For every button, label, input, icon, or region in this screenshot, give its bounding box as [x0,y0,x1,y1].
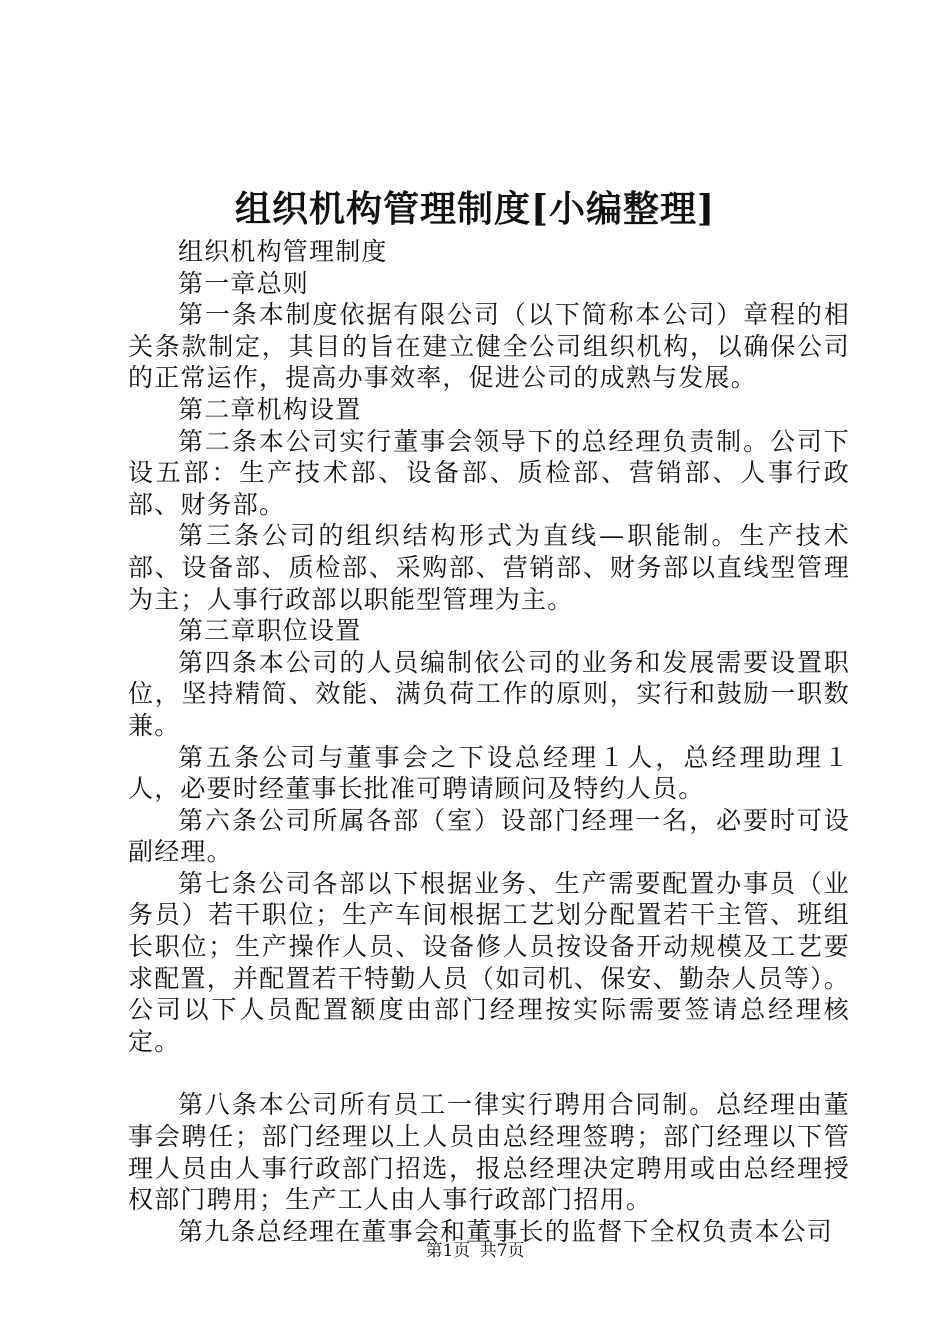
page-number: 第1页 [425,1241,471,1261]
paragraph-heading: 组织机构管理制度 [178,237,388,266]
chapter-heading-2: 第二章机构设置 [178,394,362,424]
chapter-heading-3: 第三章职位设置 [178,616,362,646]
page-total: 共7页 [479,1241,525,1261]
article-1: 第一条本制度依据有限公司（以下简称本公司）章程的相关条款制定，其目的旨在建立健全公司组织机构，以确保公司的正常运作，提高办事效率，促进公司的成熟与发展。 [128,300,850,393]
article-8: 第八条本公司所有员工一律实行聘用合同制。总经理由董事会聘任；部门经理以上人员由总经理签聘；部门经理以下管理人员由人事行政部门招选，报总经理决定聘用或由总经理授权部门聘用；生产工人由人事行政部门招用。 [128,1090,850,1215]
document-title: 组织机构管理制度[小编整理] [234,188,716,230]
article-2: 第二条本公司实行董事会领导下的总经理负责制。公司下设五部：生产技术部、设备部、质检部、营销部、人事行政部、财务部。 [128,426,850,519]
article-6: 第六条公司所属各部（室）设部门经理一名，必要时可设副经理。 [128,805,850,867]
chapter-heading-1: 第一章总则 [178,268,310,298]
article-7: 第七条公司各部以下根据业务、生产需要配置办事员（业务员）若干职位；生产车间根据工艺划分配置若干主管、班组长职位；生产操作人员、设备修人员按设备开动规模及工艺要求配置，并配置若干特勤人员（如司机、保安、勤杂人员等）。公司以下人员配置额度由部门经理按实际需要签请总经理核定。 [128,868,850,1056]
article-3: 第三条公司的组织结构形式为直线—职能制。生产技术部、设备部、质检部、采购部、营销部、财务部以直线型管理为主；人事行政部以职能型管理为主。 [128,521,850,614]
page-footer [0,1239,950,1263]
article-5: 第五条公司与董事会之下设总经理１人，总经理助理１人，必要时经董事长批准可聘请顾问及特约人员。 [128,742,850,804]
article-4: 第四条本公司的人员编制依公司的业务和发展需要设置职位，坚持精简、效能、满负荷工作的原则，实行和鼓励一职数兼。 [128,647,850,740]
article-9: 第九条总经理在董事会和董事长的监督下全权负责本公司 [178,1216,834,1246]
document-body [128,236,850,1247]
